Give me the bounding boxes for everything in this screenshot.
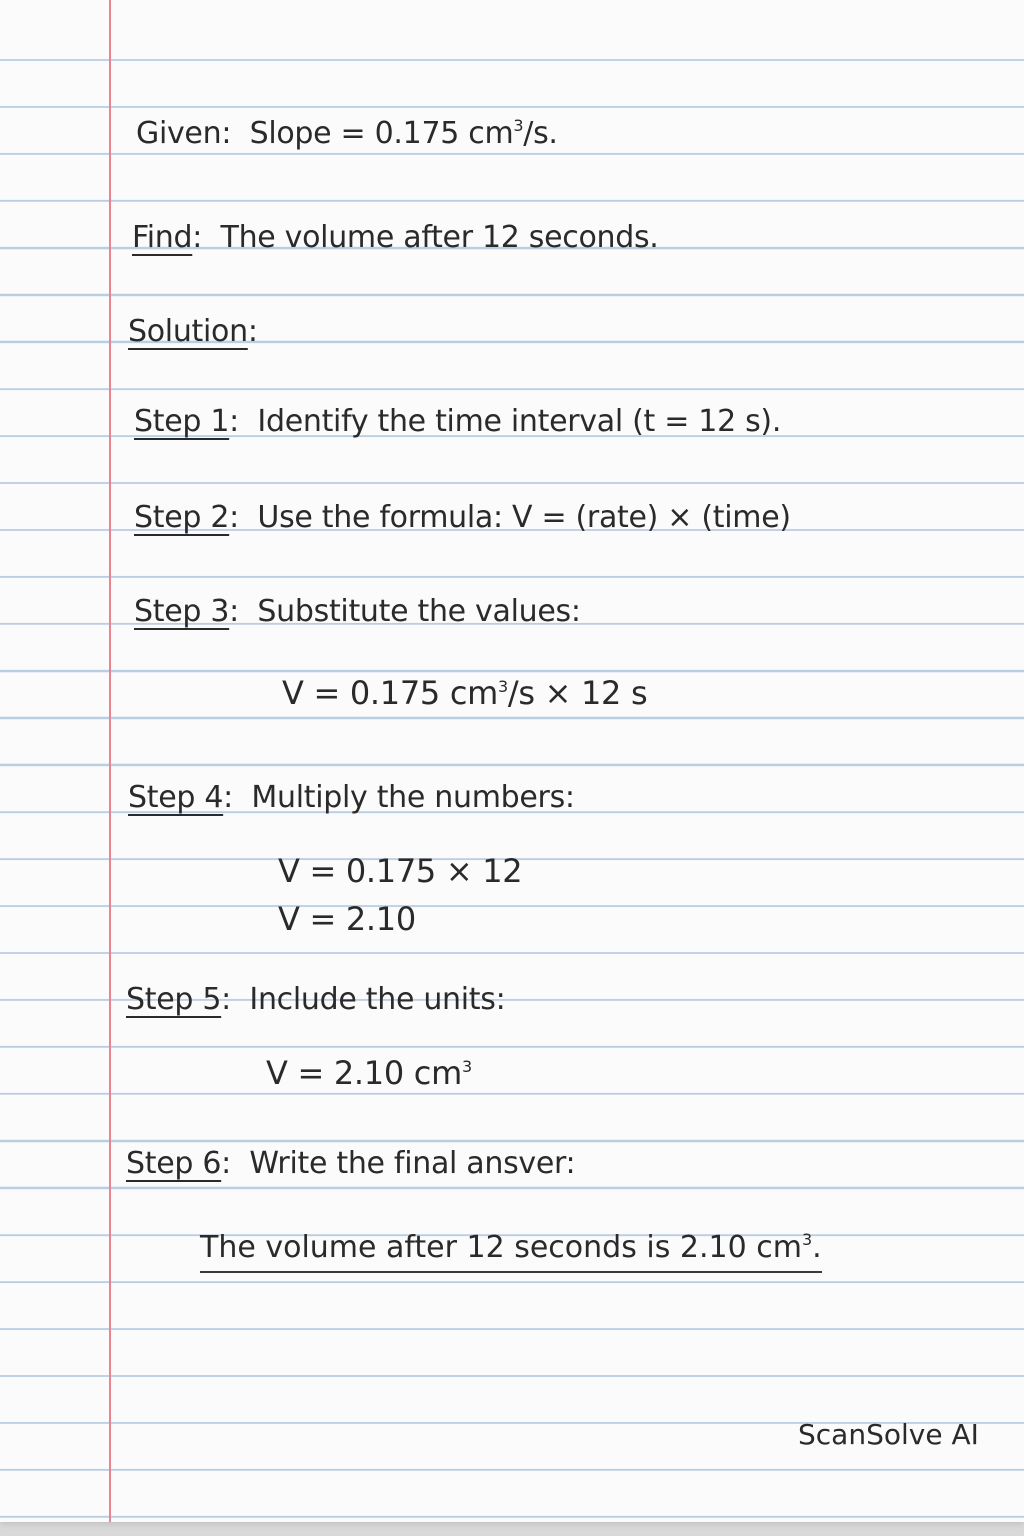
- step-5-text: Include the units:: [249, 982, 506, 1017]
- given-sup: 3: [513, 116, 524, 135]
- given-line: Given: Slope = 0.175 $cm^3/s$.: [136, 116, 558, 151]
- step-3-eq-b: /s × 12 s: [507, 674, 648, 712]
- step-3-eq-a: V = 0.175 cm: [282, 674, 498, 712]
- step-3-text: Substitute the values:: [257, 594, 581, 629]
- step-6-label: Step 6: [126, 1146, 222, 1181]
- given-text: Slope = 0.175 cm: [249, 116, 514, 151]
- step-2: Step 2: Use the formula: V = (rate) × (time): [134, 500, 791, 535]
- step-5-label: Step 5: [126, 982, 222, 1017]
- step-4: Step 4: Multiply the numbers:: [128, 780, 575, 815]
- step-2-label: Step 2: [134, 500, 230, 535]
- step-5: Step 5: Include the units:: [126, 982, 506, 1017]
- step-1-text: Identify the time interval (t = 12 s).: [257, 404, 782, 439]
- step-5-eq-sup: 3: [461, 1057, 472, 1076]
- final-answer-sup: 3: [801, 1230, 813, 1249]
- step-3: Step 3: Substitute the values:: [134, 594, 581, 629]
- find-line: Find: The volume after 12 seconds.: [132, 220, 659, 255]
- step-4-text: Multiply the numbers:: [251, 780, 575, 815]
- step-4-equation-2: V = 2.10: [278, 900, 416, 938]
- brand-signature: ScanSolve AI: [798, 1418, 979, 1451]
- step-4-equation-1: V = 0.175 × 12: [278, 852, 523, 890]
- step-1-label: Step 1: [134, 404, 230, 439]
- step-5-equation: [266, 1054, 472, 1092]
- step-4-label: Step 4: [128, 780, 224, 815]
- final-answer: [200, 1230, 822, 1273]
- step-6: Step 6: Write the final ansver:: [126, 1146, 576, 1181]
- step-3-eq-sup: 3: [498, 677, 508, 696]
- given-label: Given: [136, 116, 222, 151]
- step-3-label: Step 3: [134, 594, 230, 629]
- final-answer-tail: .: [812, 1230, 822, 1265]
- step-5-eq-a: V = 2.10 cm: [266, 1054, 462, 1092]
- solution-heading: Solution:: [128, 314, 258, 349]
- final-answer-text: The volume after 12 seconds is 2.10 cm: [200, 1230, 802, 1265]
- step-6-text: Write the final ansver:: [249, 1146, 576, 1181]
- find-text: The volume after 12 seconds.: [220, 220, 659, 255]
- solution-label: Solution: [128, 314, 248, 349]
- given-unit-tail: /s.: [523, 116, 558, 151]
- step-1: Step 1: Identify the time interval (t = 12 s).: [134, 404, 782, 439]
- margin-line: [109, 0, 111, 1522]
- step-3-equation: [282, 674, 647, 712]
- step-2-text: Use the formula: V = (rate) × (time): [257, 500, 791, 535]
- find-label: Find: [132, 220, 193, 255]
